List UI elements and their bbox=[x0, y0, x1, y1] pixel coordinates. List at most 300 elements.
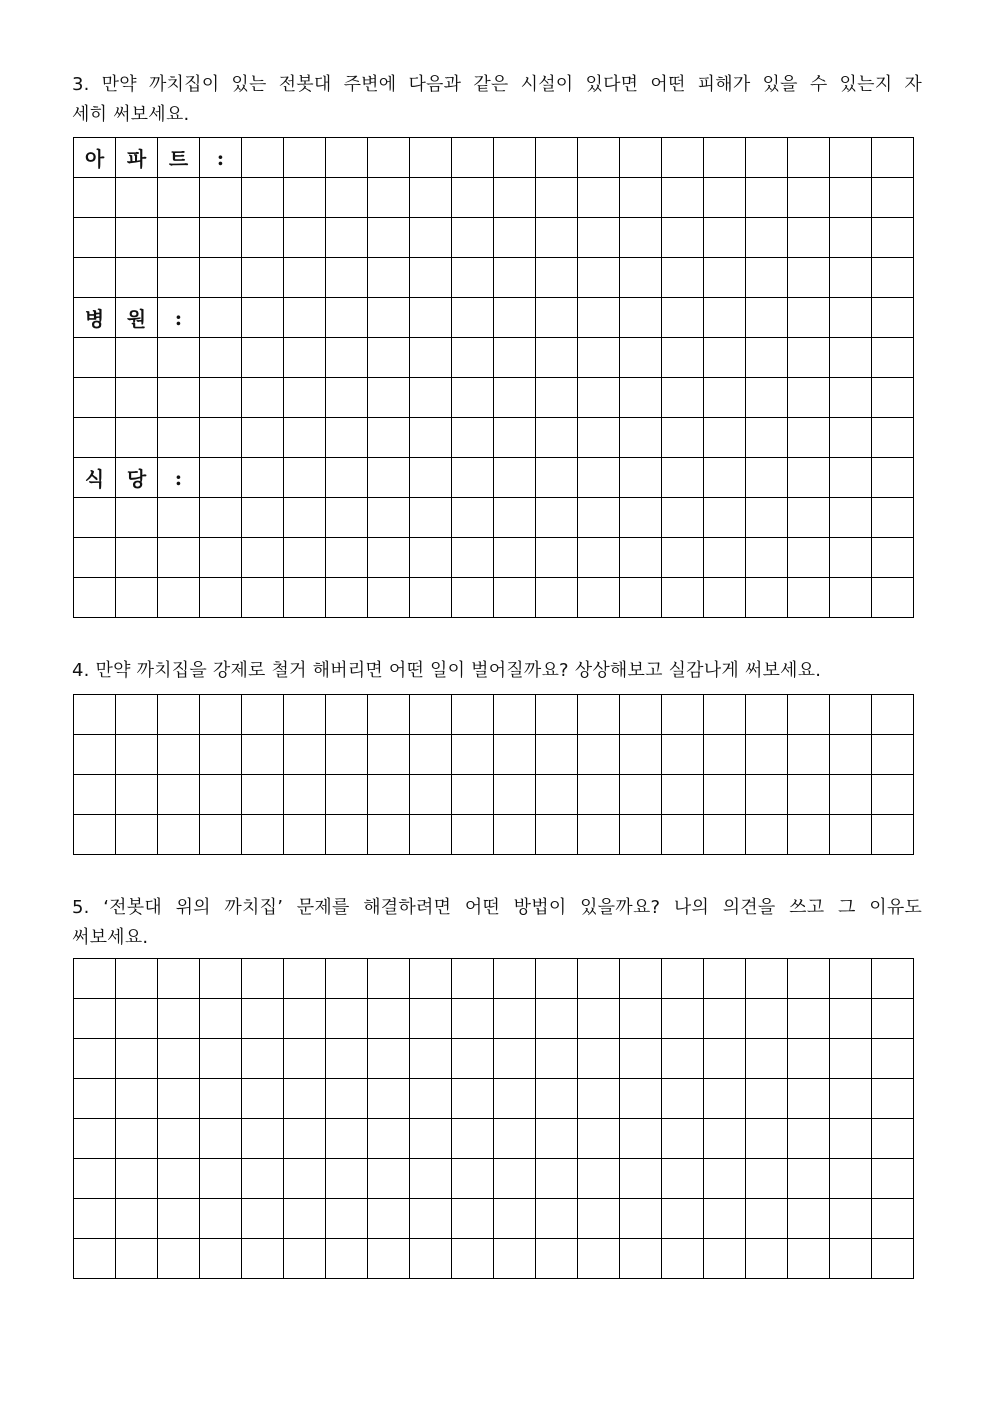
grid-cell[interactable] bbox=[662, 498, 704, 538]
grid-cell[interactable] bbox=[578, 1119, 620, 1159]
grid-cell[interactable] bbox=[746, 378, 788, 418]
grid-cell[interactable] bbox=[410, 458, 452, 498]
grid-cell[interactable] bbox=[830, 815, 872, 855]
question-4-answer-grid[interactable] bbox=[73, 694, 914, 855]
grid-cell[interactable] bbox=[74, 258, 116, 298]
grid-cell[interactable] bbox=[704, 815, 746, 855]
grid-cell[interactable] bbox=[578, 338, 620, 378]
grid-cell[interactable] bbox=[578, 178, 620, 218]
grid-cell[interactable] bbox=[368, 298, 410, 338]
grid-cell[interactable] bbox=[662, 735, 704, 775]
grid-cell[interactable] bbox=[368, 218, 410, 258]
grid-cell[interactable] bbox=[158, 378, 200, 418]
grid-cell[interactable] bbox=[788, 178, 830, 218]
grid-cell[interactable] bbox=[746, 498, 788, 538]
grid-cell[interactable] bbox=[704, 1119, 746, 1159]
grid-cell[interactable] bbox=[410, 538, 452, 578]
grid-cell[interactable] bbox=[578, 138, 620, 178]
grid-cell[interactable] bbox=[536, 178, 578, 218]
grid-cell[interactable] bbox=[872, 178, 914, 218]
grid-cell[interactable] bbox=[242, 458, 284, 498]
grid-cell[interactable] bbox=[116, 775, 158, 815]
grid-cell[interactable] bbox=[872, 338, 914, 378]
grid-cell[interactable] bbox=[578, 578, 620, 618]
grid-cell[interactable] bbox=[872, 138, 914, 178]
grid-cell[interactable] bbox=[704, 1239, 746, 1279]
grid-cell[interactable] bbox=[452, 538, 494, 578]
grid-cell[interactable] bbox=[116, 338, 158, 378]
grid-cell[interactable] bbox=[158, 999, 200, 1039]
grid-cell[interactable] bbox=[452, 775, 494, 815]
grid-cell[interactable] bbox=[620, 378, 662, 418]
grid-cell[interactable] bbox=[788, 815, 830, 855]
grid-cell[interactable] bbox=[536, 378, 578, 418]
grid-cell[interactable] bbox=[872, 695, 914, 735]
grid-cell[interactable] bbox=[536, 695, 578, 735]
grid-cell[interactable] bbox=[704, 735, 746, 775]
grid-cell[interactable] bbox=[116, 1239, 158, 1279]
grid-cell[interactable] bbox=[410, 1079, 452, 1119]
grid-cell[interactable] bbox=[830, 1159, 872, 1199]
grid-cell[interactable] bbox=[326, 1199, 368, 1239]
grid-cell[interactable] bbox=[368, 1199, 410, 1239]
grid-cell[interactable] bbox=[116, 178, 158, 218]
grid-cell[interactable] bbox=[494, 999, 536, 1039]
grid-cell[interactable] bbox=[200, 1039, 242, 1079]
grid-cell[interactable] bbox=[872, 775, 914, 815]
grid-cell[interactable] bbox=[200, 735, 242, 775]
grid-cell[interactable] bbox=[368, 498, 410, 538]
grid-cell[interactable] bbox=[242, 338, 284, 378]
grid-cell[interactable] bbox=[746, 1159, 788, 1199]
grid-cell[interactable] bbox=[158, 775, 200, 815]
grid-cell[interactable] bbox=[410, 1159, 452, 1199]
grid-cell[interactable] bbox=[368, 1159, 410, 1199]
grid-cell[interactable] bbox=[200, 578, 242, 618]
grid-cell[interactable] bbox=[536, 1199, 578, 1239]
grid-cell[interactable] bbox=[74, 959, 116, 999]
grid-cell[interactable] bbox=[872, 1199, 914, 1239]
grid-cell[interactable] bbox=[704, 1039, 746, 1079]
grid-cell[interactable] bbox=[410, 338, 452, 378]
grid-cell[interactable] bbox=[452, 338, 494, 378]
grid-cell[interactable] bbox=[410, 258, 452, 298]
grid-cell[interactable] bbox=[326, 338, 368, 378]
grid-cell[interactable] bbox=[116, 815, 158, 855]
grid-cell[interactable] bbox=[74, 178, 116, 218]
grid-cell[interactable] bbox=[620, 695, 662, 735]
grid-cell[interactable] bbox=[242, 178, 284, 218]
grid-cell[interactable] bbox=[830, 258, 872, 298]
grid-cell[interactable] bbox=[788, 1079, 830, 1119]
grid-cell[interactable] bbox=[326, 999, 368, 1039]
grid-cell[interactable] bbox=[788, 258, 830, 298]
grid-cell[interactable] bbox=[536, 999, 578, 1039]
grid-cell[interactable] bbox=[662, 815, 704, 855]
grid-cell[interactable] bbox=[830, 538, 872, 578]
grid-cell[interactable] bbox=[746, 1119, 788, 1159]
grid-cell[interactable] bbox=[326, 1039, 368, 1079]
grid-cell[interactable] bbox=[158, 1119, 200, 1159]
grid-cell[interactable] bbox=[494, 1239, 536, 1279]
grid-cell[interactable] bbox=[242, 378, 284, 418]
grid-cell[interactable] bbox=[326, 258, 368, 298]
grid-cell[interactable] bbox=[200, 1159, 242, 1199]
grid-cell[interactable] bbox=[704, 538, 746, 578]
grid-cell[interactable] bbox=[872, 378, 914, 418]
grid-cell[interactable] bbox=[74, 538, 116, 578]
grid-cell[interactable] bbox=[326, 538, 368, 578]
grid-cell[interactable] bbox=[326, 378, 368, 418]
grid-cell[interactable] bbox=[74, 578, 116, 618]
grid-cell[interactable] bbox=[662, 218, 704, 258]
grid-cell[interactable] bbox=[494, 1119, 536, 1159]
grid-cell[interactable] bbox=[662, 1039, 704, 1079]
grid-cell[interactable] bbox=[620, 959, 662, 999]
grid-cell[interactable] bbox=[620, 338, 662, 378]
grid-cell[interactable] bbox=[452, 1159, 494, 1199]
grid-cell[interactable] bbox=[704, 959, 746, 999]
grid-cell[interactable] bbox=[284, 378, 326, 418]
grid-cell[interactable] bbox=[326, 298, 368, 338]
grid-cell[interactable] bbox=[326, 735, 368, 775]
grid-cell[interactable] bbox=[494, 1159, 536, 1199]
grid-cell[interactable] bbox=[116, 695, 158, 735]
grid-cell[interactable] bbox=[872, 999, 914, 1039]
grid-cell[interactable] bbox=[410, 959, 452, 999]
grid-cell[interactable] bbox=[410, 695, 452, 735]
grid-cell[interactable] bbox=[452, 418, 494, 458]
grid-cell[interactable] bbox=[536, 1079, 578, 1119]
grid-cell[interactable] bbox=[578, 418, 620, 458]
grid-cell[interactable] bbox=[74, 1079, 116, 1119]
grid-cell[interactable] bbox=[284, 1039, 326, 1079]
grid-cell[interactable] bbox=[368, 695, 410, 735]
grid-cell[interactable] bbox=[284, 498, 326, 538]
grid-cell[interactable] bbox=[830, 298, 872, 338]
grid-cell[interactable] bbox=[788, 735, 830, 775]
grid-cell[interactable] bbox=[452, 735, 494, 775]
grid-cell[interactable] bbox=[284, 1119, 326, 1159]
grid-cell[interactable] bbox=[662, 338, 704, 378]
grid-cell[interactable] bbox=[158, 1079, 200, 1119]
grid-cell[interactable] bbox=[74, 735, 116, 775]
grid-cell[interactable] bbox=[872, 959, 914, 999]
grid-cell[interactable] bbox=[368, 999, 410, 1039]
grid-cell[interactable] bbox=[578, 378, 620, 418]
grid-cell[interactable] bbox=[410, 298, 452, 338]
grid-cell[interactable] bbox=[494, 735, 536, 775]
grid-cell[interactable] bbox=[662, 538, 704, 578]
grid-cell[interactable] bbox=[284, 695, 326, 735]
grid-cell[interactable] bbox=[452, 298, 494, 338]
grid-cell[interactable] bbox=[326, 418, 368, 458]
grid-cell[interactable] bbox=[368, 1039, 410, 1079]
grid-cell[interactable] bbox=[116, 1079, 158, 1119]
grid-cell[interactable] bbox=[620, 815, 662, 855]
grid-cell[interactable] bbox=[746, 538, 788, 578]
grid-cell[interactable] bbox=[536, 418, 578, 458]
grid-cell[interactable] bbox=[704, 1159, 746, 1199]
grid-cell[interactable] bbox=[410, 418, 452, 458]
grid-cell[interactable] bbox=[536, 735, 578, 775]
grid-cell[interactable] bbox=[242, 1039, 284, 1079]
grid-cell[interactable] bbox=[746, 458, 788, 498]
grid-cell[interactable] bbox=[200, 378, 242, 418]
grid-cell[interactable] bbox=[494, 1079, 536, 1119]
grid-cell[interactable] bbox=[704, 138, 746, 178]
grid-cell[interactable] bbox=[200, 775, 242, 815]
grid-cell[interactable] bbox=[788, 298, 830, 338]
grid-cell[interactable] bbox=[494, 775, 536, 815]
grid-cell[interactable] bbox=[284, 258, 326, 298]
grid-cell[interactable] bbox=[242, 258, 284, 298]
grid-cell[interactable] bbox=[662, 775, 704, 815]
grid-cell[interactable] bbox=[158, 418, 200, 458]
grid-cell[interactable] bbox=[704, 418, 746, 458]
grid-cell[interactable] bbox=[662, 578, 704, 618]
grid-cell[interactable] bbox=[830, 1239, 872, 1279]
grid-cell[interactable] bbox=[116, 258, 158, 298]
grid-cell[interactable] bbox=[830, 458, 872, 498]
grid-cell[interactable] bbox=[704, 695, 746, 735]
grid-cell[interactable] bbox=[74, 218, 116, 258]
grid-cell[interactable] bbox=[284, 298, 326, 338]
grid-cell[interactable] bbox=[116, 578, 158, 618]
grid-cell[interactable] bbox=[326, 178, 368, 218]
grid-cell[interactable] bbox=[536, 1039, 578, 1079]
grid-cell[interactable] bbox=[830, 1119, 872, 1159]
grid-cell[interactable] bbox=[326, 458, 368, 498]
grid-cell[interactable] bbox=[746, 695, 788, 735]
grid-cell[interactable] bbox=[326, 138, 368, 178]
grid-cell[interactable] bbox=[242, 138, 284, 178]
grid-cell[interactable] bbox=[830, 1199, 872, 1239]
grid-cell[interactable] bbox=[158, 178, 200, 218]
grid-cell[interactable] bbox=[788, 218, 830, 258]
grid-cell[interactable] bbox=[704, 775, 746, 815]
grid-cell[interactable] bbox=[830, 418, 872, 458]
grid-cell[interactable] bbox=[368, 1239, 410, 1279]
grid-cell[interactable] bbox=[284, 1079, 326, 1119]
grid-cell[interactable] bbox=[578, 735, 620, 775]
grid-cell[interactable] bbox=[116, 1159, 158, 1199]
grid-cell[interactable] bbox=[704, 298, 746, 338]
grid-cell[interactable] bbox=[494, 298, 536, 338]
grid-cell[interactable] bbox=[158, 959, 200, 999]
grid-cell[interactable] bbox=[788, 498, 830, 538]
grid-cell[interactable] bbox=[746, 218, 788, 258]
grid-cell[interactable] bbox=[242, 999, 284, 1039]
grid-cell[interactable] bbox=[74, 338, 116, 378]
grid-cell[interactable] bbox=[494, 578, 536, 618]
grid-cell[interactable] bbox=[620, 538, 662, 578]
grid-cell[interactable] bbox=[284, 815, 326, 855]
grid-cell[interactable] bbox=[284, 178, 326, 218]
grid-cell[interactable] bbox=[830, 218, 872, 258]
grid-cell[interactable] bbox=[746, 338, 788, 378]
grid-cell[interactable] bbox=[200, 815, 242, 855]
grid-cell[interactable] bbox=[326, 695, 368, 735]
grid-cell[interactable] bbox=[158, 498, 200, 538]
grid-cell[interactable] bbox=[746, 418, 788, 458]
grid-cell[interactable] bbox=[200, 959, 242, 999]
grid-cell[interactable] bbox=[452, 1119, 494, 1159]
grid-cell[interactable] bbox=[200, 695, 242, 735]
grid-cell[interactable] bbox=[788, 458, 830, 498]
grid-cell[interactable] bbox=[788, 695, 830, 735]
grid-cell[interactable] bbox=[368, 1119, 410, 1159]
grid-cell[interactable] bbox=[704, 1079, 746, 1119]
grid-cell[interactable] bbox=[578, 1239, 620, 1279]
grid-cell[interactable] bbox=[74, 418, 116, 458]
grid-cell[interactable] bbox=[242, 735, 284, 775]
grid-cell[interactable] bbox=[872, 1079, 914, 1119]
grid-cell[interactable] bbox=[620, 1239, 662, 1279]
grid-cell[interactable] bbox=[620, 138, 662, 178]
grid-cell[interactable] bbox=[662, 178, 704, 218]
grid-cell[interactable] bbox=[536, 138, 578, 178]
grid-cell[interactable] bbox=[284, 578, 326, 618]
grid-cell[interactable] bbox=[872, 578, 914, 618]
grid-cell[interactable] bbox=[536, 1119, 578, 1159]
grid-cell[interactable] bbox=[74, 1119, 116, 1159]
grid-cell[interactable] bbox=[788, 959, 830, 999]
grid-cell[interactable] bbox=[200, 418, 242, 458]
grid-cell[interactable] bbox=[578, 258, 620, 298]
grid-cell[interactable] bbox=[452, 1239, 494, 1279]
grid-cell[interactable] bbox=[620, 775, 662, 815]
grid-cell[interactable] bbox=[410, 578, 452, 618]
grid-cell[interactable] bbox=[326, 1239, 368, 1279]
grid-cell[interactable] bbox=[452, 218, 494, 258]
grid-cell[interactable] bbox=[200, 1079, 242, 1119]
grid-cell[interactable] bbox=[830, 959, 872, 999]
grid-cell[interactable] bbox=[494, 418, 536, 458]
grid-cell[interactable] bbox=[74, 815, 116, 855]
grid-cell[interactable] bbox=[158, 538, 200, 578]
grid-cell[interactable] bbox=[578, 538, 620, 578]
grid-cell[interactable] bbox=[200, 218, 242, 258]
grid-cell[interactable] bbox=[746, 1079, 788, 1119]
grid-cell[interactable] bbox=[200, 1119, 242, 1159]
grid-cell[interactable] bbox=[242, 1079, 284, 1119]
grid-cell[interactable] bbox=[368, 378, 410, 418]
grid-cell[interactable] bbox=[200, 298, 242, 338]
grid-cell[interactable] bbox=[284, 218, 326, 258]
grid-cell[interactable] bbox=[158, 1039, 200, 1079]
grid-cell[interactable] bbox=[662, 138, 704, 178]
grid-cell[interactable] bbox=[74, 498, 116, 538]
grid-cell[interactable] bbox=[746, 735, 788, 775]
grid-cell[interactable] bbox=[494, 138, 536, 178]
grid-cell[interactable] bbox=[74, 775, 116, 815]
grid-cell[interactable] bbox=[284, 1239, 326, 1279]
grid-cell[interactable] bbox=[200, 538, 242, 578]
grid-cell[interactable] bbox=[578, 498, 620, 538]
grid-cell[interactable] bbox=[494, 538, 536, 578]
grid-cell[interactable] bbox=[746, 1199, 788, 1239]
grid-cell[interactable] bbox=[662, 959, 704, 999]
grid-cell[interactable] bbox=[578, 999, 620, 1039]
grid-cell[interactable] bbox=[494, 178, 536, 218]
grid-cell[interactable] bbox=[158, 695, 200, 735]
grid-cell[interactable] bbox=[578, 775, 620, 815]
grid-cell[interactable] bbox=[242, 298, 284, 338]
grid-cell[interactable] bbox=[200, 458, 242, 498]
grid-cell[interactable] bbox=[242, 498, 284, 538]
grid-cell[interactable] bbox=[704, 999, 746, 1039]
grid-cell[interactable] bbox=[368, 258, 410, 298]
grid-cell[interactable] bbox=[452, 458, 494, 498]
grid-cell[interactable] bbox=[578, 218, 620, 258]
grid-cell[interactable] bbox=[200, 338, 242, 378]
grid-cell[interactable] bbox=[368, 1079, 410, 1119]
grid-cell[interactable] bbox=[494, 959, 536, 999]
grid-cell[interactable] bbox=[494, 258, 536, 298]
grid-cell[interactable] bbox=[578, 695, 620, 735]
grid-cell[interactable] bbox=[326, 1079, 368, 1119]
grid-cell[interactable] bbox=[200, 1199, 242, 1239]
grid-cell[interactable] bbox=[158, 815, 200, 855]
grid-cell[interactable] bbox=[746, 178, 788, 218]
grid-cell[interactable] bbox=[704, 458, 746, 498]
grid-cell[interactable] bbox=[326, 1159, 368, 1199]
grid-cell[interactable] bbox=[830, 999, 872, 1039]
grid-cell[interactable] bbox=[368, 138, 410, 178]
grid-cell[interactable] bbox=[620, 999, 662, 1039]
grid-cell[interactable] bbox=[284, 418, 326, 458]
grid-cell[interactable] bbox=[410, 1119, 452, 1159]
grid-cell[interactable] bbox=[284, 999, 326, 1039]
question-5-answer-grid[interactable] bbox=[73, 958, 914, 1279]
grid-cell[interactable] bbox=[326, 1119, 368, 1159]
grid-cell[interactable] bbox=[830, 338, 872, 378]
grid-cell[interactable] bbox=[494, 458, 536, 498]
grid-cell[interactable] bbox=[788, 138, 830, 178]
grid-cell[interactable] bbox=[452, 1199, 494, 1239]
grid-cell[interactable] bbox=[578, 959, 620, 999]
grid-cell[interactable] bbox=[662, 1159, 704, 1199]
grid-cell[interactable] bbox=[116, 1119, 158, 1159]
grid-cell[interactable] bbox=[746, 1039, 788, 1079]
grid-cell[interactable] bbox=[452, 1079, 494, 1119]
grid-cell[interactable] bbox=[452, 959, 494, 999]
grid-cell[interactable] bbox=[536, 815, 578, 855]
grid-cell[interactable] bbox=[494, 218, 536, 258]
grid-cell[interactable] bbox=[746, 1239, 788, 1279]
grid-cell[interactable] bbox=[620, 178, 662, 218]
grid-cell[interactable] bbox=[872, 498, 914, 538]
grid-cell[interactable] bbox=[872, 418, 914, 458]
grid-cell[interactable] bbox=[746, 258, 788, 298]
grid-cell[interactable] bbox=[788, 1119, 830, 1159]
grid-cell[interactable] bbox=[872, 1119, 914, 1159]
grid-cell[interactable] bbox=[242, 578, 284, 618]
grid-cell[interactable] bbox=[788, 1039, 830, 1079]
grid-cell[interactable] bbox=[242, 1159, 284, 1199]
grid-cell[interactable] bbox=[158, 1199, 200, 1239]
grid-cell[interactable] bbox=[536, 1239, 578, 1279]
grid-cell[interactable] bbox=[158, 338, 200, 378]
grid-cell[interactable] bbox=[494, 1199, 536, 1239]
grid-cell[interactable] bbox=[452, 138, 494, 178]
grid-cell[interactable] bbox=[284, 458, 326, 498]
grid-cell[interactable] bbox=[746, 815, 788, 855]
grid-cell[interactable] bbox=[158, 735, 200, 775]
grid-cell[interactable] bbox=[872, 458, 914, 498]
grid-cell[interactable] bbox=[830, 138, 872, 178]
